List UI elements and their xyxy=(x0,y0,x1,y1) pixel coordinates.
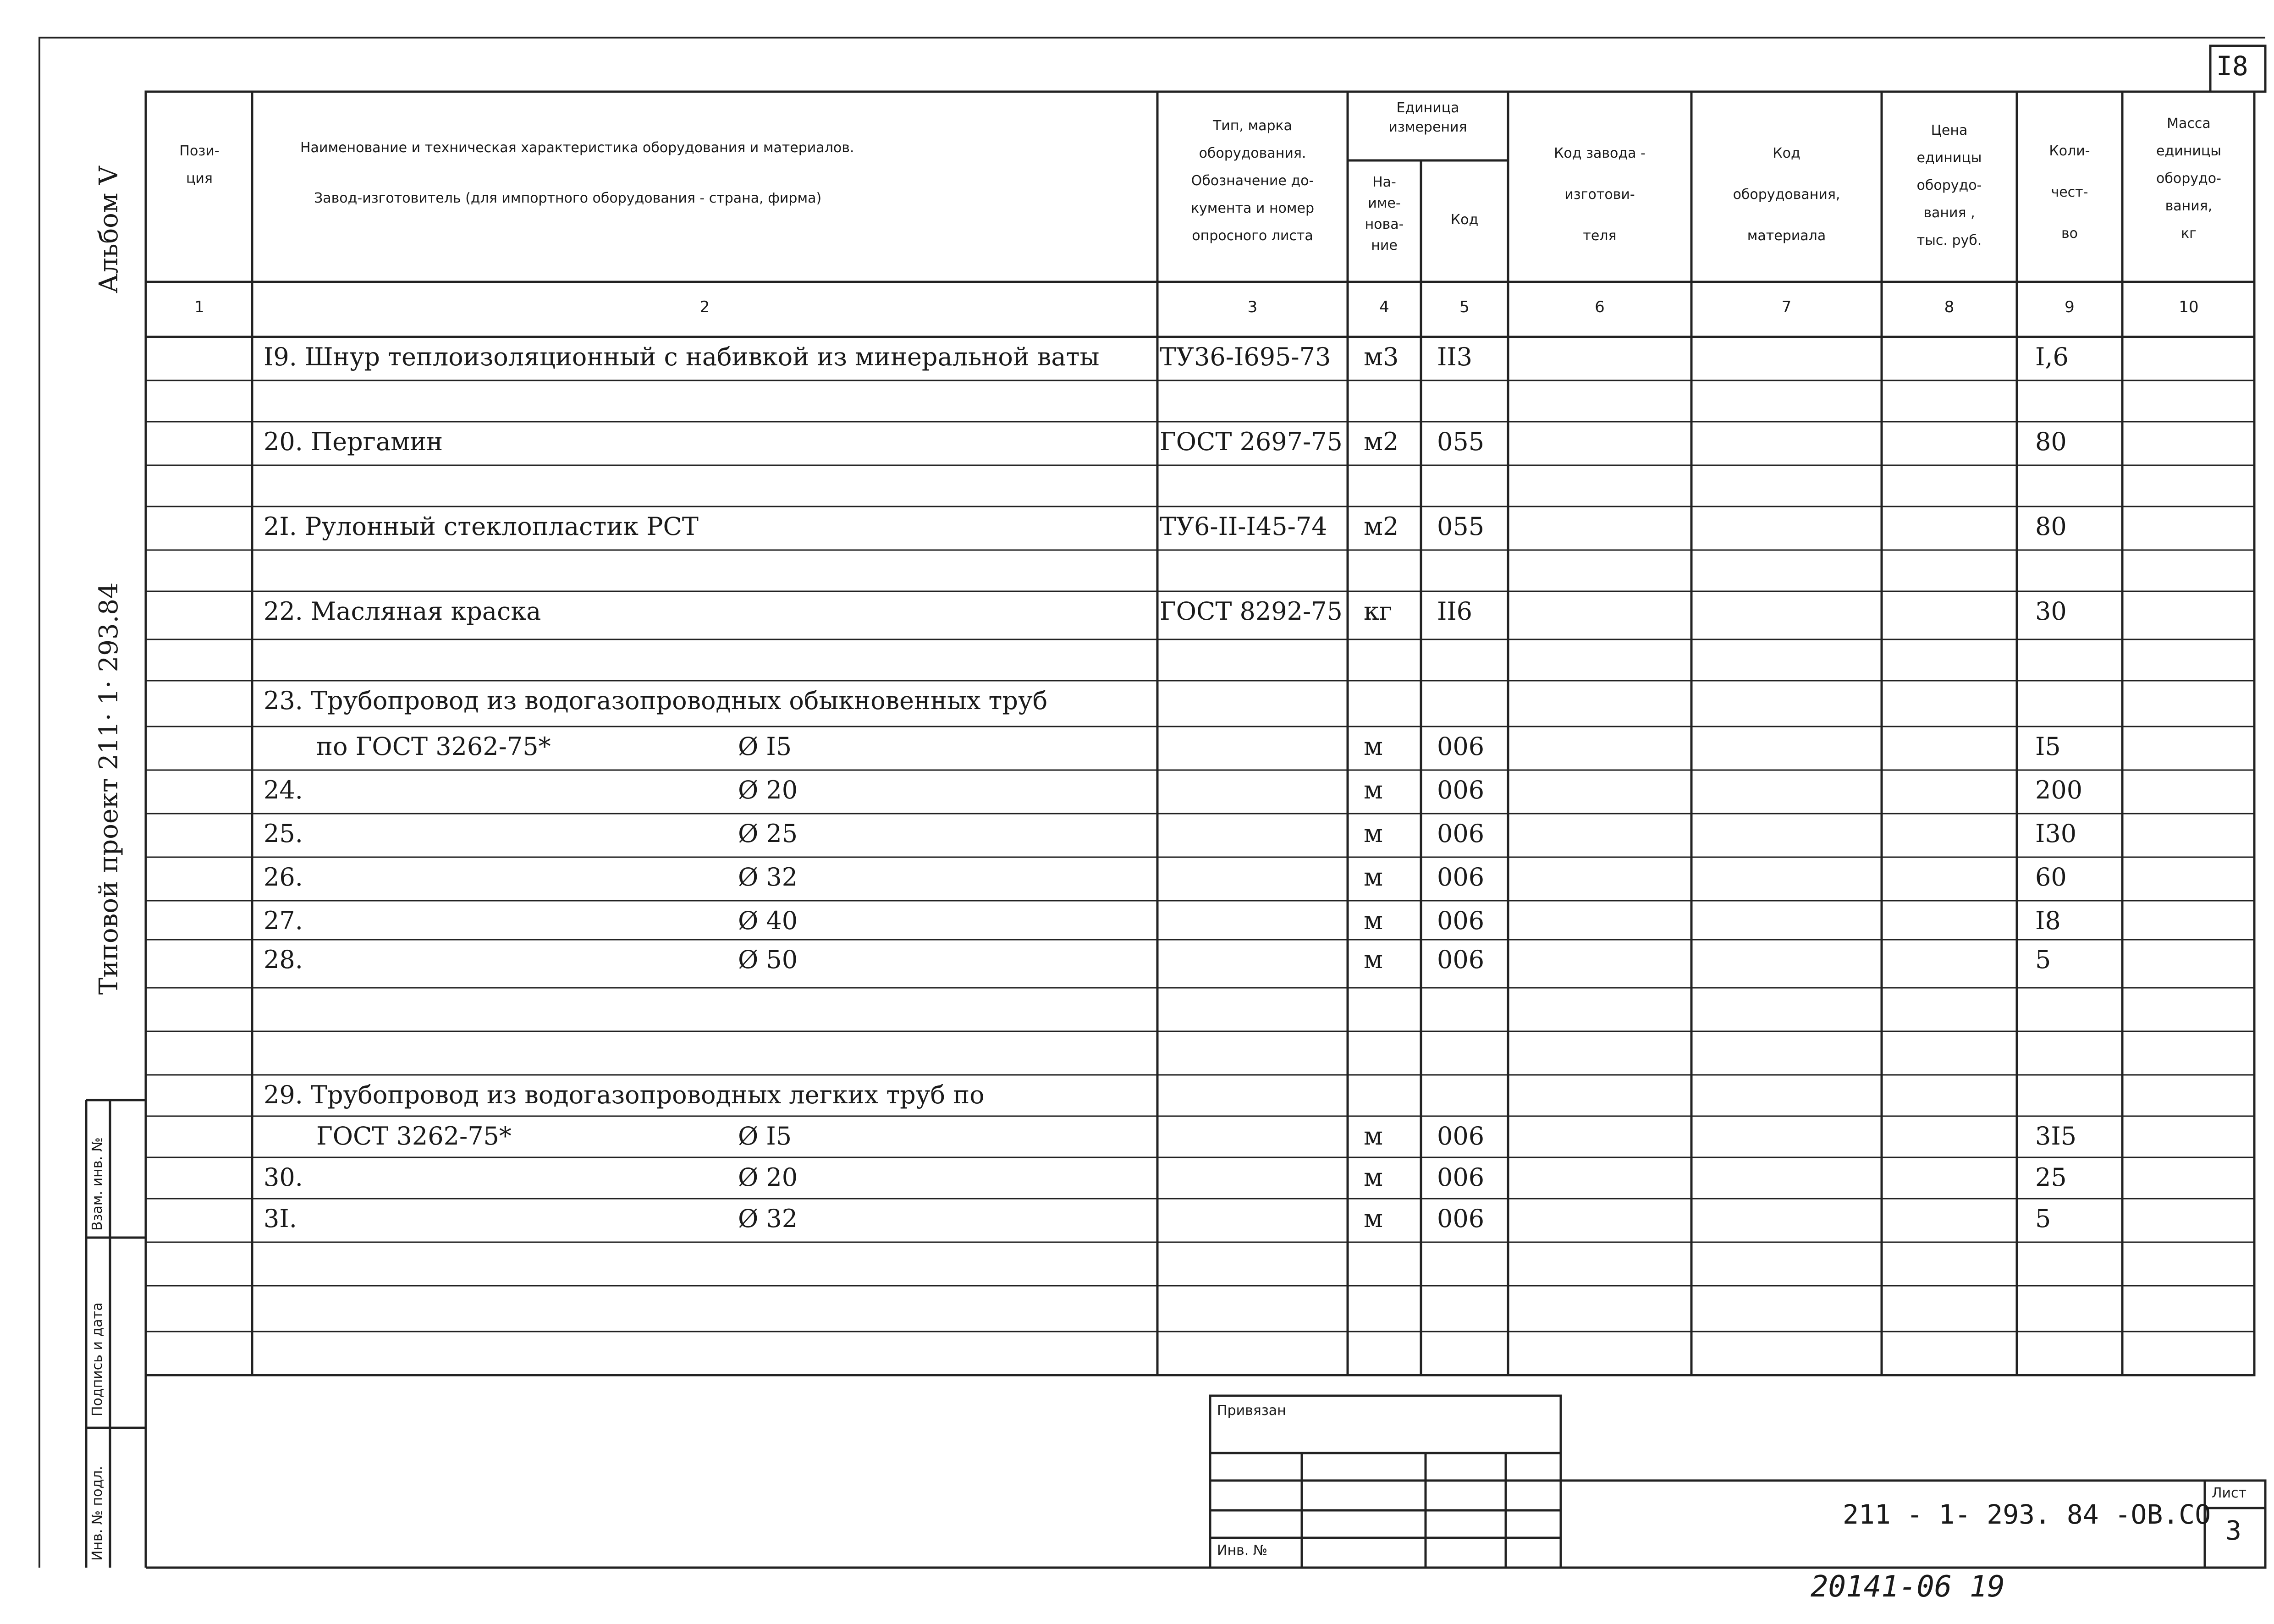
col-number-9: 9 xyxy=(2065,298,2075,316)
header-quantity: Коли- чест- во xyxy=(2049,143,2090,242)
row-unit-code: 006 xyxy=(1437,1122,1485,1151)
handwritten-archive-number: 20141-06 19 xyxy=(1811,1570,2005,1604)
row-unit: м xyxy=(1364,776,1383,804)
side-podpis: Подпись и дата xyxy=(89,1302,105,1416)
row-quantity: I8 xyxy=(2035,906,2061,935)
row-name: I9. Шнур теплоизоляционный с набивкой из минеральной ваты xyxy=(264,342,1100,371)
side-album: Альбом V xyxy=(94,166,124,293)
row-unit-code: 006 xyxy=(1437,1204,1485,1233)
row-unit: м3 xyxy=(1364,342,1399,371)
row-diameter: Ø 32 xyxy=(738,1204,798,1233)
row-quantity: 80 xyxy=(2035,427,2067,456)
row-unit: м xyxy=(1364,819,1383,848)
row-name: 23. Трубопровод из водогазопроводных обыкновенных труб xyxy=(264,686,1048,715)
header-price: Цена единицы оборудо- вания , тыс. руб. xyxy=(1916,122,1982,248)
row-quantity: I5 xyxy=(2035,732,2061,761)
row-unit-code: 006 xyxy=(1437,776,1485,804)
row-unit-code: 006 xyxy=(1437,819,1485,848)
row-name: 2I. Рулонный стеклопластик РСТ xyxy=(264,512,699,541)
col-number-7: 7 xyxy=(1781,298,1792,316)
row-name: 28. xyxy=(264,945,303,974)
side-inv: Инв. № подл. xyxy=(89,1466,105,1561)
row-diameter: Ø 20 xyxy=(738,1163,798,1192)
row-diameter: Ø 40 xyxy=(738,906,798,935)
header-type: Тип, марка оборудования. Обозначение до- кумента и номер опросного листа xyxy=(1190,118,1315,244)
side-project: Типовой проект 211· 1· 293.84 xyxy=(94,582,124,995)
header-position: Пози- ция xyxy=(179,143,220,187)
row-unit-code: 006 xyxy=(1437,863,1485,892)
row-quantity: 5 xyxy=(2035,1204,2051,1233)
row-unit-code: 006 xyxy=(1437,1163,1485,1192)
header-unit-name: На- име- нова- ние xyxy=(1365,174,1404,253)
row-name: по ГОСТ 3262-75* xyxy=(316,732,551,761)
row-unit: м xyxy=(1364,1204,1383,1233)
header-name-line2: Завод-изготовитель (для импортного оборудования - страна, фирма) xyxy=(314,190,822,206)
row-document: ГОСТ 8292-75 xyxy=(1160,597,1343,626)
document-code: 211 - 1- 293. 84 -ОВ.СО xyxy=(1843,1499,2211,1530)
col-number-8: 8 xyxy=(1944,298,1955,316)
row-quantity: 5 xyxy=(2035,945,2051,974)
sheet-corner-number: I8 xyxy=(2216,50,2248,82)
row-quantity: 60 xyxy=(2035,863,2067,892)
side-vzam: Взам. инв. № xyxy=(89,1137,105,1231)
header-factory-code: Код завода - изготови- теля xyxy=(1554,145,1646,244)
row-unit: м xyxy=(1364,732,1383,761)
stamp-inv-no: Инв. № xyxy=(1217,1542,1268,1558)
row-unit-code: 006 xyxy=(1437,732,1485,761)
row-name: 24. xyxy=(264,776,303,804)
row-diameter: Ø 32 xyxy=(738,863,798,892)
row-document: ТУ36-I695-73 xyxy=(1160,342,1331,371)
row-name: 3I. xyxy=(264,1204,297,1233)
row-quantity: 3I5 xyxy=(2035,1122,2077,1151)
row-quantity: 200 xyxy=(2035,776,2083,804)
col-number-10: 10 xyxy=(2179,298,2199,316)
row-quantity: 30 xyxy=(2035,597,2067,626)
row-name: 25. xyxy=(264,819,303,848)
row-unit-code: 006 xyxy=(1437,945,1485,974)
header-unit: Единица измерения xyxy=(1388,100,1467,135)
row-name: 27. xyxy=(264,906,303,935)
stamp-list-label: Лист xyxy=(2212,1485,2247,1501)
col-number-5: 5 xyxy=(1459,298,1470,316)
row-quantity: I30 xyxy=(2035,819,2077,848)
row-quantity: 80 xyxy=(2035,512,2067,541)
row-name: 22. Масляная краска xyxy=(264,597,541,626)
header-equipment-code: Код оборудования, материала xyxy=(1733,145,1840,244)
row-diameter: Ø 25 xyxy=(738,819,798,848)
row-unit-code: 055 xyxy=(1437,512,1485,541)
row-name: 26. xyxy=(264,863,303,892)
row-diameter: Ø I5 xyxy=(738,1122,792,1151)
row-unit: кг xyxy=(1364,597,1393,626)
header-name-line1: Наименование и техническая характеристика оборудования и материалов. xyxy=(300,140,854,156)
row-diameter: Ø 50 xyxy=(738,945,798,974)
row-name: 30. xyxy=(264,1163,303,1192)
row-diameter: Ø 20 xyxy=(738,776,798,804)
row-name: 20. Пергамин xyxy=(264,427,443,456)
col-number-1: 1 xyxy=(194,298,204,316)
stamp-list-number: 3 xyxy=(2225,1515,2241,1546)
header-unit-code: Код xyxy=(1450,212,1479,228)
row-quantity: 25 xyxy=(2035,1163,2067,1192)
row-document: ТУ6-II-I45-74 xyxy=(1160,512,1327,541)
row-unit: м2 xyxy=(1364,512,1399,541)
row-unit: м xyxy=(1364,945,1383,974)
header-mass: Масса единицы оборудо- вания, кг xyxy=(2156,116,2221,242)
row-quantity: I,6 xyxy=(2035,342,2069,371)
row-unit-code: II6 xyxy=(1437,597,1473,626)
row-name: ГОСТ 3262-75* xyxy=(316,1122,512,1151)
row-unit-code: 055 xyxy=(1437,427,1485,456)
row-diameter: Ø I5 xyxy=(738,732,792,761)
col-number-4: 4 xyxy=(1379,298,1389,316)
col-number-2: 2 xyxy=(699,298,710,316)
row-unit: м xyxy=(1364,863,1383,892)
row-name: 29. Трубопровод из водогазопроводных легких труб по xyxy=(264,1080,985,1109)
row-unit: м xyxy=(1364,906,1383,935)
col-number-6: 6 xyxy=(1595,298,1605,316)
row-unit-code: II3 xyxy=(1437,342,1473,371)
col-number-3: 3 xyxy=(1247,298,1258,316)
row-document: ГОСТ 2697-75 xyxy=(1160,427,1343,456)
stamp-privyazan: Привязан xyxy=(1217,1403,1286,1419)
row-unit: м xyxy=(1364,1163,1383,1192)
row-unit-code: 006 xyxy=(1437,906,1485,935)
row-unit: м xyxy=(1364,1122,1383,1151)
row-unit: м2 xyxy=(1364,427,1399,456)
